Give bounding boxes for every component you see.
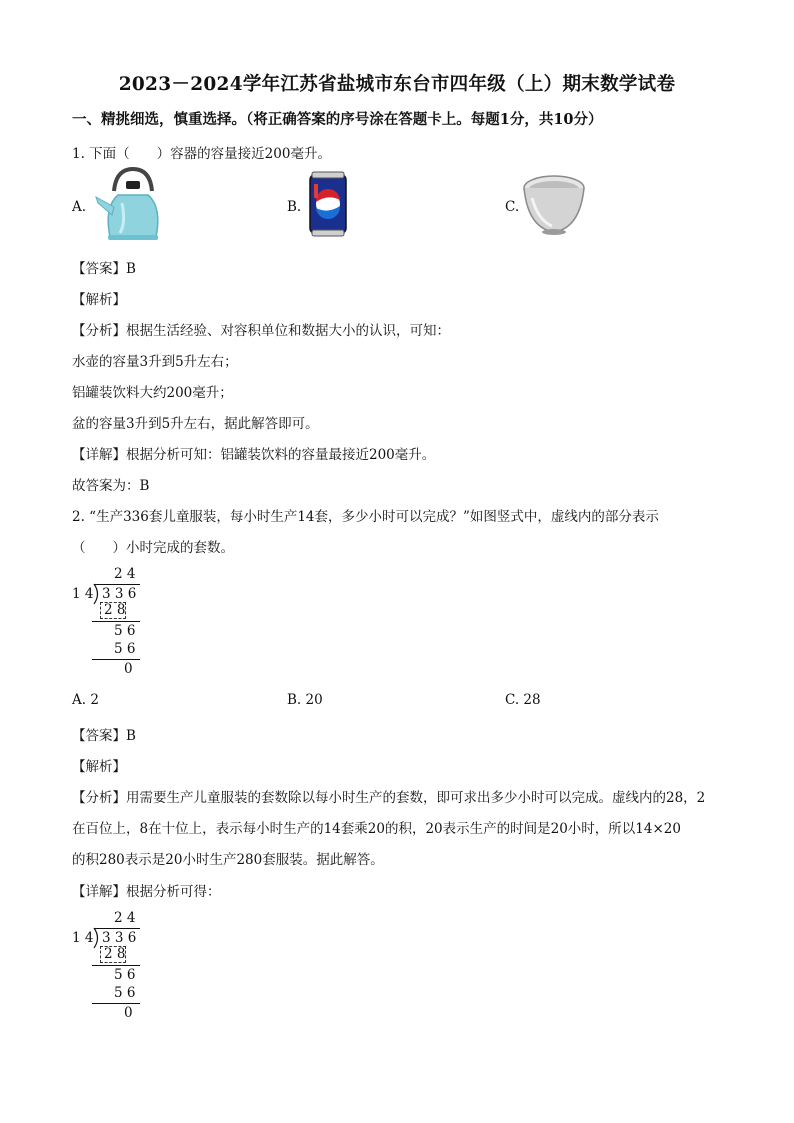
q2-option-b: B. 20 — [287, 692, 323, 708]
dividend: 3 3 6 — [102, 930, 137, 946]
q2-option-c: C. 28 — [505, 692, 541, 708]
q1-stem: 1. 下面（ ）容器的容量接近200毫升。 — [72, 146, 331, 162]
q1-detail-line: 【详解】根据分析可知：铝罐装饮料的容量最接近200毫升。 — [72, 447, 436, 463]
page-title: 2023－2024学年江苏省盐城市东台市四年级（上）期末数学试卷 — [118, 74, 676, 95]
remainder: 0 — [124, 661, 133, 677]
partial-product-56: 5 6 — [114, 641, 136, 657]
partial-remainder: 5 6 — [114, 967, 136, 983]
long-division — [70, 910, 160, 1030]
q2-answer: 【答案】B — [72, 728, 136, 744]
q2-analysis-line: 在百位上，8在十位上，表示每小时生产的14套乘20的积，20表示生产的时间是20小时，所以14×20 — [72, 821, 681, 837]
q2-detail: 【详解】根据分析可得： — [72, 884, 221, 900]
q1-option-c: C. — [505, 199, 520, 215]
bowl-icon — [522, 172, 586, 238]
q2-option-a: A. 2 — [72, 692, 99, 708]
q2-stem-line1: 2. “生产336套儿童服装，每小时生产14套，多少小时可以完成？”如图竖式中，虚线内的部分表示 — [72, 509, 659, 525]
dividend: 3 3 6 — [102, 586, 137, 602]
divisor: 1 4 — [72, 930, 94, 946]
q1-option-b: B. — [287, 199, 302, 215]
q2-analysis-line: 【分析】用需要生产儿童服装的套数除以每小时生产的套数，即可求出多少小时可以完成。虚线内的28，2 — [72, 790, 706, 806]
partial-remainder: 5 6 — [114, 623, 136, 639]
partial-product-28: 2 8 — [104, 602, 126, 618]
q1-analysis-line: 盆的容量3升到5升左右，据此解答即可。 — [72, 416, 319, 432]
quotient: 2 4 — [114, 910, 136, 926]
section-heading: 一、精挑细选，慎重选择。（将正确答案的序号涂在答题卡上。每题1分，共10分） — [72, 111, 603, 128]
q2-analysis-label: 【解析】 — [72, 759, 126, 775]
q1-answer: 【答案】B — [72, 261, 136, 277]
soda-can-icon — [306, 170, 350, 238]
q1-analysis-label: 【解析】 — [72, 292, 126, 308]
remainder: 0 — [124, 1005, 133, 1021]
q1-analysis-line: 水壶的容量3升到5升左右； — [72, 354, 238, 370]
long-division — [70, 566, 160, 686]
partial-product-56: 5 6 — [114, 985, 136, 1001]
kettle-icon — [92, 163, 174, 245]
quotient: 2 4 — [114, 566, 136, 582]
q1-option-a: A. — [72, 199, 87, 215]
q1-analysis-line: 【分析】根据生活经验、对容积单位和数据大小的认识，可知： — [72, 323, 450, 339]
q2-stem-line2: （ ）小时完成的套数。 — [72, 540, 234, 556]
q2-analysis-line: 的积280表示是20小时生产280套服装。据此解答。 — [72, 852, 384, 868]
divisor: 1 4 — [72, 586, 94, 602]
partial-product-28: 2 8 — [104, 946, 126, 962]
q1-conclusion: 故答案为：B — [72, 478, 150, 494]
q1-analysis-line: 铝罐装饮料大约200毫升； — [72, 385, 233, 401]
